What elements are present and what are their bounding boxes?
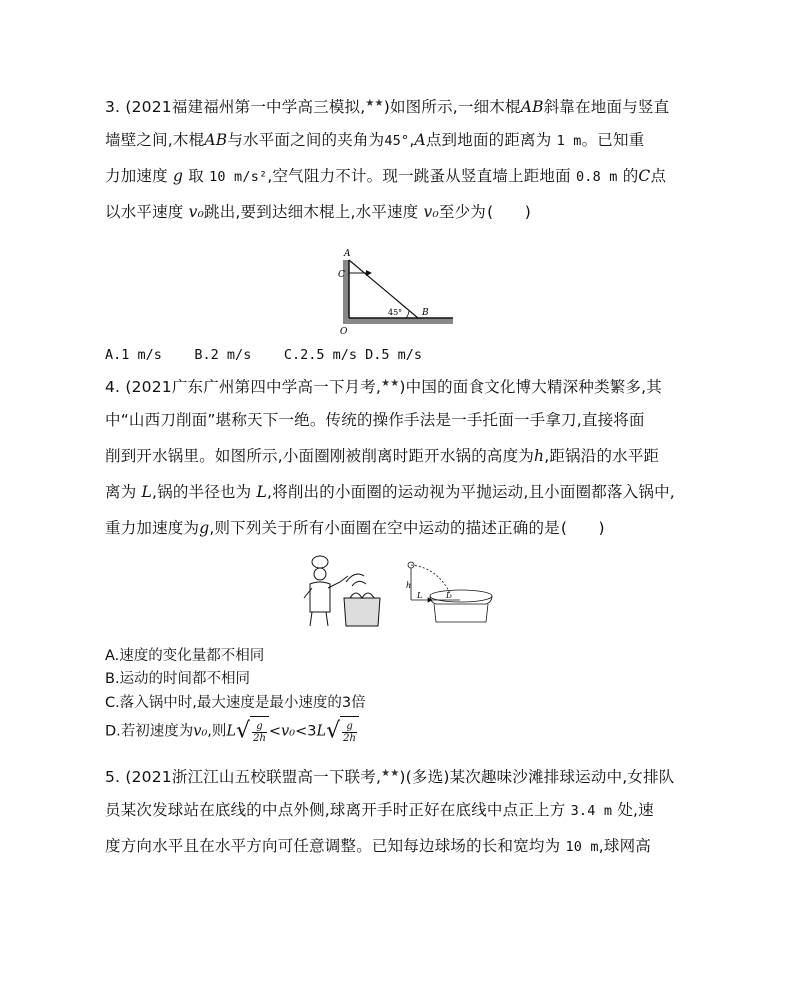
chef-illustration-icon [304, 556, 380, 626]
q4-option-d [105, 716, 359, 747]
label-l-distance: L [417, 591, 423, 600]
angle-arc [406, 310, 409, 318]
q4-var-v0: v₀ [193, 723, 208, 740]
q3-text: 与水平面之间的夹角为 [227, 131, 385, 149]
q5-height: 3.4 m [570, 803, 613, 819]
q4-source: (2021广东广州第四中学高一下月考, [125, 378, 382, 397]
stick-ab [349, 260, 418, 318]
q3-text: )如图所示,一细木棍 [383, 98, 521, 117]
q4-option-a-text: A.速度的变化量都不相同 [105, 648, 265, 664]
q3-number: 3. [105, 98, 121, 117]
q5-source: (2021浙江江山五校联盟高一下联考, [125, 768, 382, 787]
q4-text: ,将削出的小面圈的运动视为平抛运动,且小面圈都落入锅中, [267, 483, 675, 501]
q3-line-4 [105, 194, 695, 230]
q4-option-c-text: C.落入锅中时,最大速度是最小速度的3倍 [105, 695, 366, 711]
q4-text: 削到开水锅里。如图所示,小面圈刚被削离时距开水锅的高度为 [105, 447, 535, 465]
q3-height: 0.8 m [575, 169, 618, 185]
q3-option-b: B.2 m/s [194, 347, 252, 363]
label-h: h [406, 581, 412, 590]
q4-text: ,则下列关于所有小面圈在空中运动的描述正确的是 [209, 519, 560, 537]
q3-line-1 [105, 86, 695, 122]
q3-text: 取 [188, 167, 204, 185]
q3-var-ab: AB [520, 98, 544, 117]
q4-number: 4. [105, 378, 121, 397]
q4-line-1 [105, 366, 695, 402]
label-o: O [340, 327, 348, 336]
q4-text: ,距锅沿的水平距 [544, 447, 660, 465]
q3-options [105, 344, 422, 366]
label-b: B [422, 308, 429, 318]
q4-line-2 [105, 402, 695, 438]
arrow-head-icon [366, 270, 372, 276]
label-a: A [344, 249, 351, 259]
q3-text: 以水平速度 [105, 203, 184, 221]
q4-figure [300, 554, 500, 634]
sqrt-icon: √ [326, 718, 341, 744]
q4-text: ,锅的半径也为 [152, 483, 252, 501]
q4-var-l: L [141, 483, 153, 501]
q4-var-l: L [316, 723, 327, 740]
q5-length: 10 m [565, 839, 599, 855]
q3-figure [330, 236, 460, 336]
q3-text: 的 [622, 167, 639, 185]
q3-line-3 [105, 158, 695, 194]
q3-option-d: D.5 m/s [365, 347, 423, 363]
q4-option-c [105, 692, 366, 714]
q3-var-v0: v₀ [188, 203, 205, 221]
q5-number: 5. [105, 768, 121, 787]
frac-denominator: 2h [253, 732, 266, 744]
q4-option-d-text: D.若初速度为 [105, 723, 194, 740]
question-4 [105, 366, 695, 546]
q5-text: 处,速 [617, 801, 654, 819]
q3-text: 至少为 [438, 203, 487, 221]
q3-text: 跳出,要到达细木棍上,水平速度 [204, 203, 419, 221]
q5-text: 度方向水平且在水平方向可任意调整。已知每边球场的长和宽均为 [105, 837, 561, 855]
q5-text: 员某次发球站在底线的中点外侧,球离开手时正好在底线中点正上方 [105, 801, 566, 819]
q3-var-ab: AB [204, 131, 228, 149]
q3-line-2 [105, 122, 695, 158]
q4-line-4 [105, 474, 695, 510]
frac-numerator: g [342, 721, 357, 733]
question-5 [105, 756, 695, 864]
q4-var-h: h [534, 447, 545, 465]
q4-line-3 [105, 438, 695, 474]
q3-text: , [409, 131, 415, 149]
q5-text: )(多选)某次趣味沙滩排球运动中,女排队 [399, 768, 675, 787]
q3-source: (2021福建福州第一中学高三模拟, [125, 98, 366, 117]
sqrt-content [250, 716, 269, 747]
difficulty-stars-icon: ★★ [381, 378, 400, 389]
q3-text: 点到地面的距离为 [425, 131, 552, 149]
q4-option-b-text: B.运动的时间都不相同 [105, 671, 251, 687]
q3-option-a: A.1 m/s [105, 347, 162, 363]
q4-text: 重力加速度为 [105, 519, 200, 537]
label-angle: 45° [388, 308, 403, 317]
q4-var-v0: v₀ [281, 723, 296, 740]
q4-line-5 [105, 510, 695, 546]
question-3 [105, 86, 695, 230]
q3-text: 墙壁之间,木棍 [105, 131, 205, 149]
ground-hatch [343, 318, 453, 324]
frac-numerator: g [252, 721, 267, 733]
label-l-radius: L [446, 591, 452, 600]
sqrt-icon: √ [236, 718, 251, 744]
q3-option-c: C.2.5 m/s [283, 347, 357, 363]
q5-text: ,球网高 [598, 837, 651, 855]
q3-var-g: g [172, 167, 184, 185]
q3-text: 力加速度 [105, 167, 168, 185]
q5-line-2 [105, 792, 695, 828]
q3-angle: 45° [384, 133, 410, 149]
q4-option-d-text: < [268, 723, 282, 740]
label-c: C [338, 270, 345, 280]
q3-distance: 1 m [556, 133, 582, 149]
q5-line-3 [105, 828, 695, 864]
q3-var-v0: v₀ [423, 203, 439, 221]
difficulty-stars-icon: ★★ [381, 768, 400, 779]
q5-line-1 [105, 756, 695, 792]
q4-var-l: L [226, 723, 237, 740]
q4-option-d-text: ,则 [207, 723, 227, 740]
q4-var-l: L [256, 483, 268, 501]
q3-answer-blank: ( ) [487, 203, 531, 221]
q4-text: 离为 [105, 483, 137, 501]
frac-denominator: 2h [343, 732, 356, 744]
q3-text: 斜靠在地面与竖直 [543, 98, 670, 117]
q3-var-a: A [414, 131, 426, 149]
difficulty-stars-icon: ★★ [365, 98, 384, 109]
q4-option-d-text: <3 [295, 723, 317, 740]
q4-var-g: g [199, 519, 210, 537]
q4-option-b [105, 668, 250, 690]
q3-g-value: 10 m/s² [209, 169, 268, 185]
q4-option-a [105, 645, 264, 667]
q3-var-c: C [638, 167, 651, 185]
sqrt-content [340, 716, 359, 747]
q3-text: ,空气阻力不计。现一跳蚤从竖直墙上距地面 [267, 167, 571, 185]
q3-text: 。已知重 [581, 131, 645, 149]
q4-text: 中“山西刀削面”堪称天下一绝。传统的操作手法是一手托面一手拿刀,直接将面 [105, 411, 645, 429]
q4-answer-blank: ( ) [560, 519, 605, 537]
q4-text: )中国的面食文化博大精深种类繁多,其 [399, 378, 662, 397]
q3-text: 点 [650, 167, 667, 185]
